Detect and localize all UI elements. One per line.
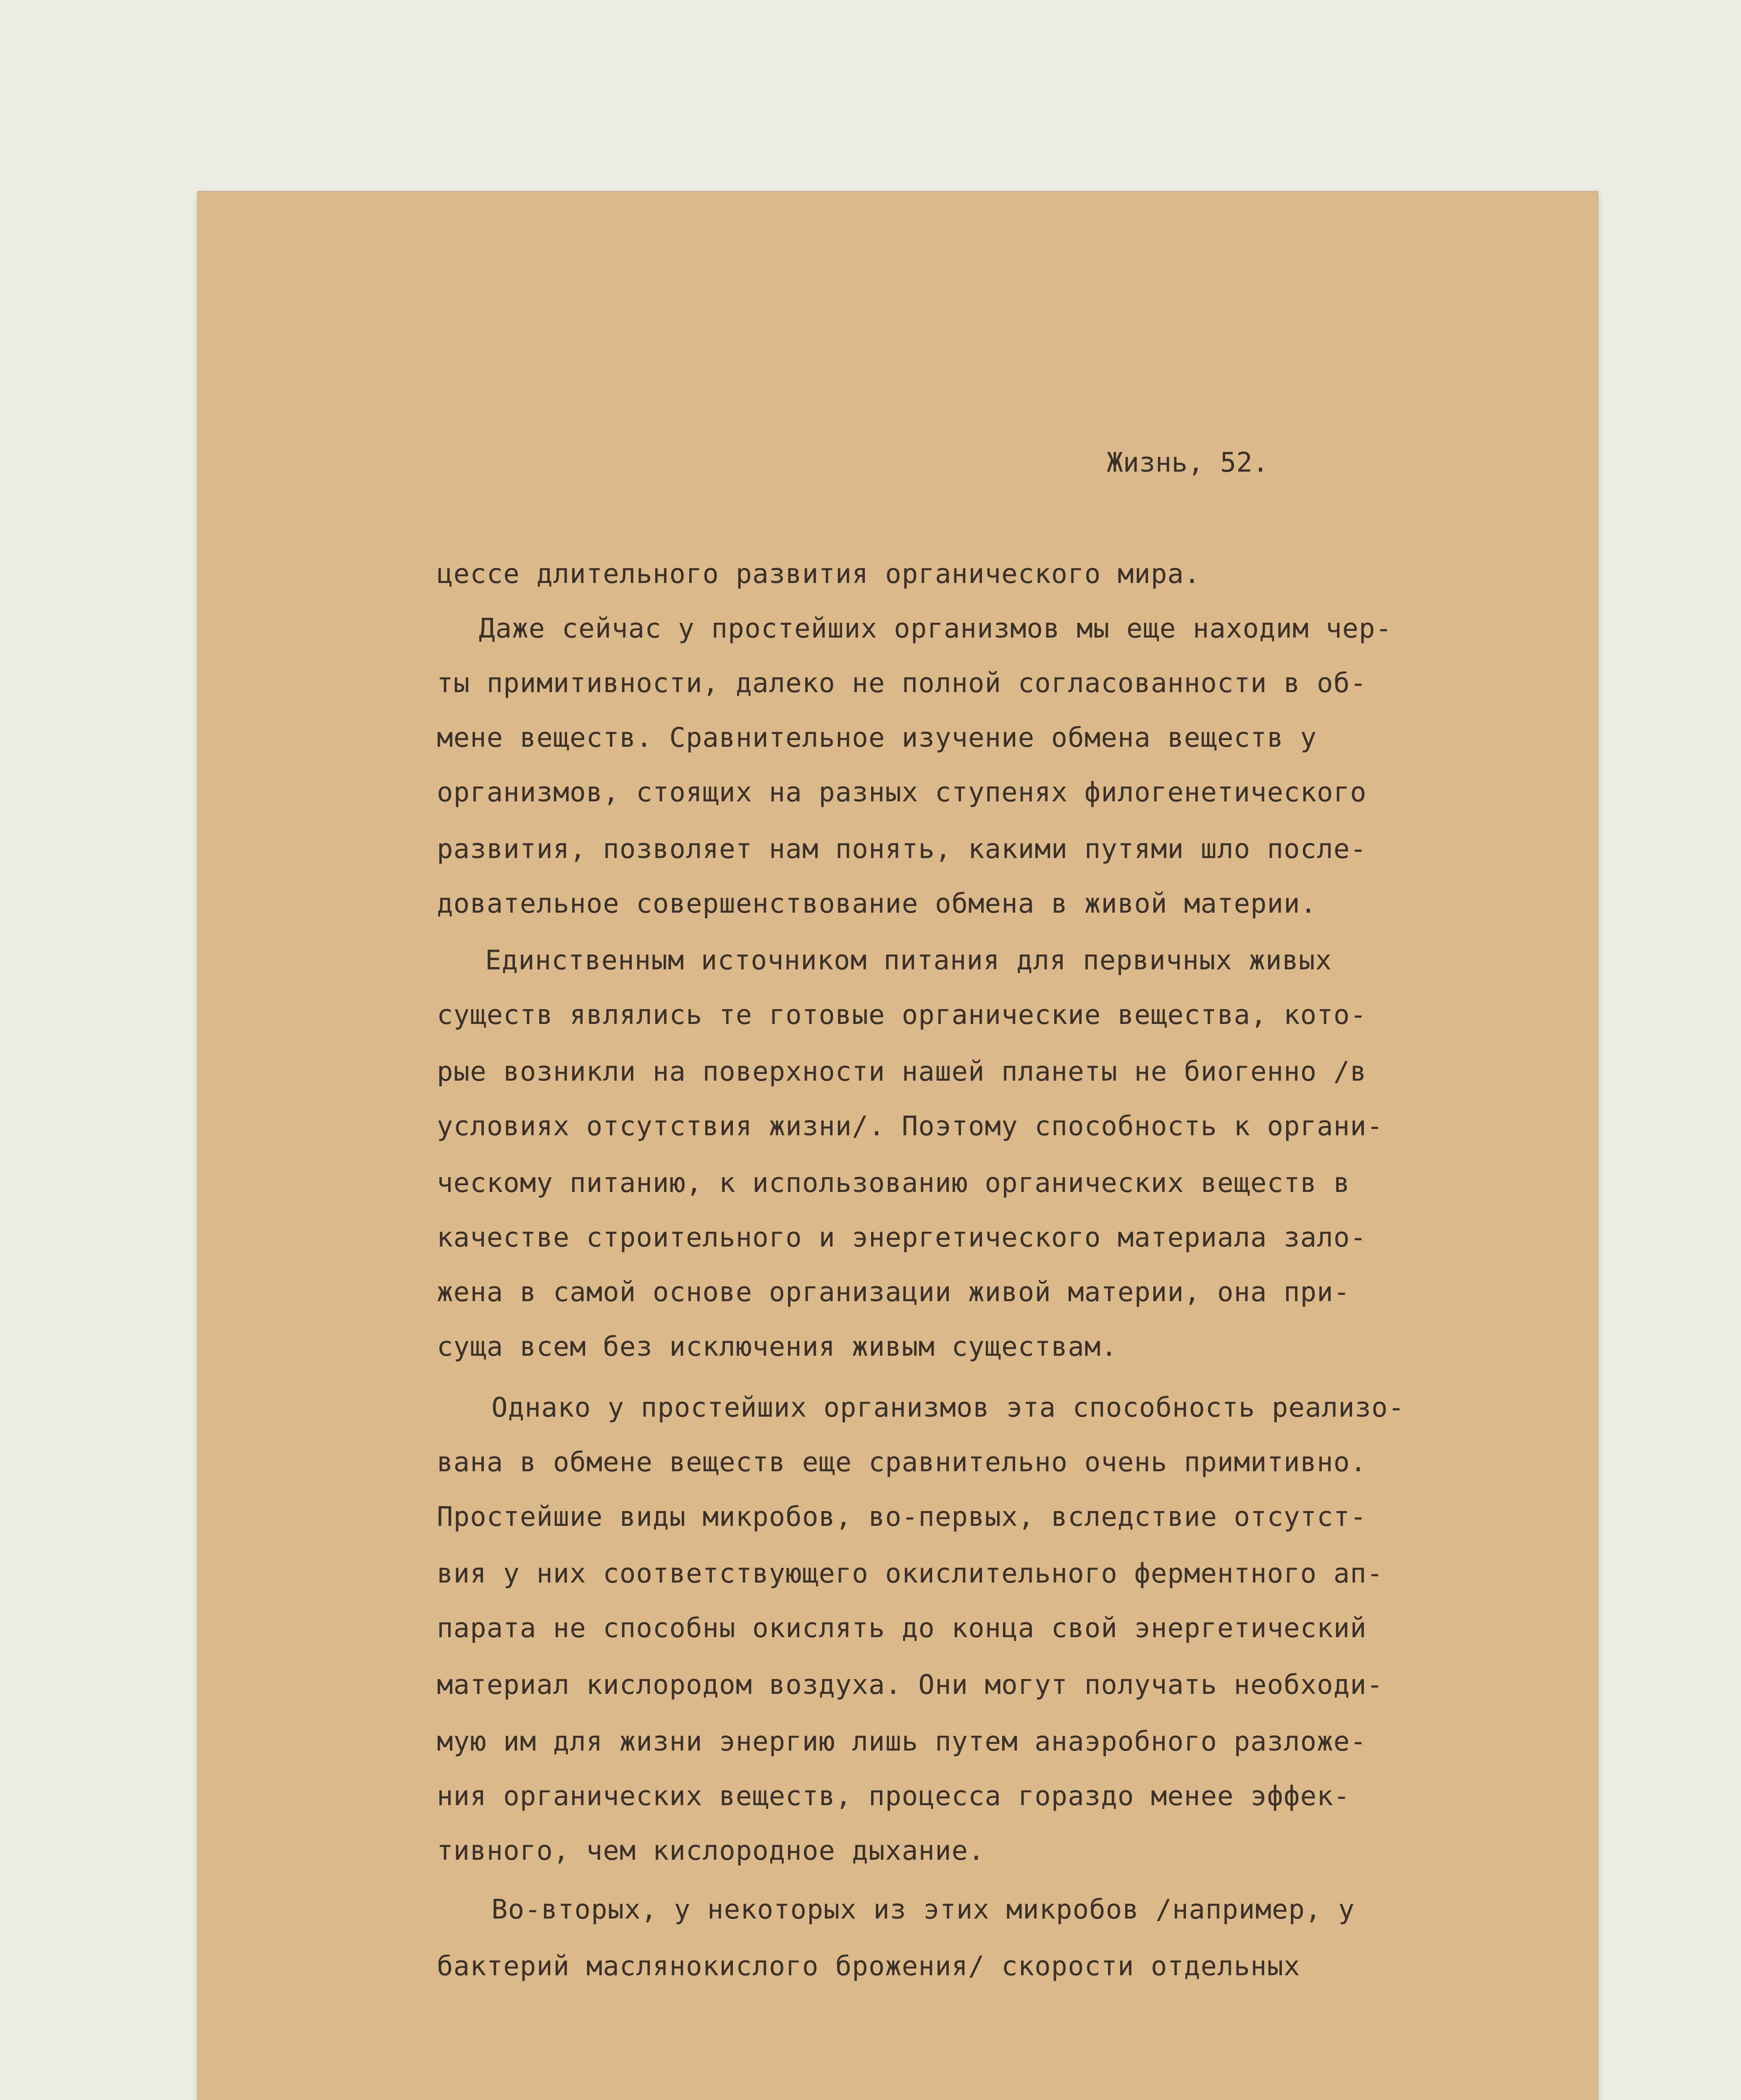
text-line: ческому питанию, к использованию органических веществ в [437,1168,1350,1199]
text-line: тивного, чем кислородное дыхание. [437,1835,985,1866]
text-line: Простейшие виды микробов, во-первых, вследствие отсутст- [437,1502,1367,1533]
text-line: цессе длительного развития органического мира. [437,559,1201,590]
text-line: качестве строительного и энергетического материала зало- [437,1222,1367,1253]
text-line: условиях отсутствия жизни/. Поэтому способность к органи- [437,1111,1384,1142]
page-header: Жизнь, 52. [1107,447,1269,478]
text-line: мене веществ. Сравнительное изучение обмена веществ у [437,722,1317,753]
text-line: мую им для жизни энергию лишь путем анаэробного разложе- [437,1726,1367,1757]
text-line: Единственным источником питания для первичных живых [485,945,1332,976]
text-line: бактерий маслянокислого брожения/ скорости отдельных [437,1951,1300,1982]
text-line: рые возникли на поверхности нашей планеты не биогенно /в [437,1056,1367,1087]
text-line: ния органических веществ, процесса гораздо менее эффек- [437,1781,1350,1812]
text-line: жена в самой основе организации живой материи, она при- [437,1277,1350,1308]
text-line: довательное совершенствование обмена в живой материи. [437,888,1317,919]
text-line: вия у них соответствующего окислительного ферментного ап- [437,1558,1384,1589]
text-line: вана в обмене веществ еще сравнительно очень примитивно. [437,1447,1367,1478]
text-line: Однако у простейших организмов эта способность реализо- [491,1392,1405,1423]
text-line: Даже сейчас у простейших организмов мы еще находим чер- [479,613,1392,644]
text-line: существ являлись те готовые органические вещества, кото- [437,1000,1367,1031]
text-line: развития, позволяет нам понять, какими путями шло после- [437,834,1367,865]
text-line: организмов, стоящих на разных ступенях филогенетического [437,777,1367,808]
text-line: Во-вторых, у некоторых из этих микробов /например, у [491,1894,1355,1925]
text-line: ты примитивности, далеко не полной согласованности в об- [437,668,1367,699]
text-line: парата не способны окислять до конца свой энергетический [437,1613,1367,1644]
text-line: суща всем без исключения живым существам. [437,1331,1118,1362]
text-line: материал кислородом воздуха. Они могут получать необходи- [437,1670,1384,1701]
